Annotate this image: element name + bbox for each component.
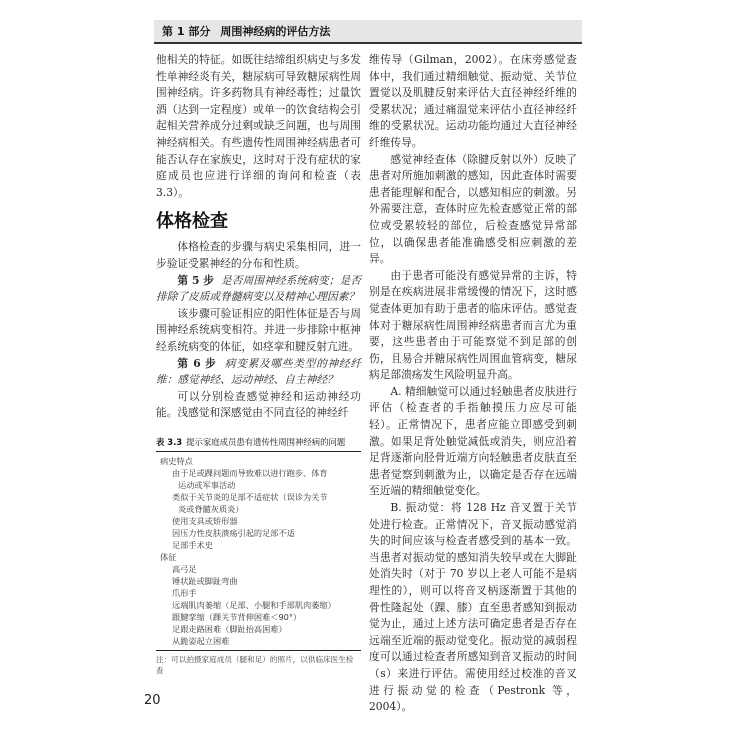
table-note: 注：可以拍摄家庭成员（腿和足）的照片，以供临床医生检查 <box>156 655 354 675</box>
table-row: 足跟走路困难（脚趾抬高困难） <box>172 624 287 634</box>
table-caption: 提示家庭成员患有遗传性周围神经病的问题 <box>186 437 346 447</box>
right-paragraph-4: A. 精细触觉可以通过轻触患者皮肤进行评估（检查者的手指触摸压力应尽可能轻）。正常情况下，患者应能立即感受到刺激。如果足背处触觉减低或消失，则应沿着足背逐渐向胫骨近端方向轻触患者皮肤直至患者觉察到刺激为止，以确定是否存在远端至近端的精细触觉变化。 <box>369 384 577 498</box>
table-row: 锤状趾或脚趾弯曲 <box>172 576 238 586</box>
table-row: 由于足或踝问题而导致难以进行跑步、体育 <box>172 468 328 478</box>
table-label: 表 3.3 <box>156 437 183 447</box>
left-paragraph-2: 体格检查的步骤与病史采集相同，进一步验证受累神经的分布和性质。 <box>156 240 361 270</box>
table-row: 足部手术史 <box>172 540 213 550</box>
right-paragraph-1: 维传导（Gilman，2002）。在床旁感觉查体中，我们通过精细触觉、振动觉、关节位置觉以及肌腱反射来评估大直径神经纤维的受累状况；通过痛温觉来评估小直径神经纤维的受累状况。运动功能均通过大直径神经纤维传导。 <box>369 53 577 149</box>
step-5-number: 第 5 步 <box>177 273 214 287</box>
right-column <box>369 52 577 716</box>
table-row: 炎或脊髓灰质炎） <box>178 504 244 514</box>
table-row: 体征 <box>160 552 177 562</box>
header-title: 周围神经病的评估方法 <box>220 25 331 38</box>
step-6-number: 第 6 步 <box>177 356 217 370</box>
left-paragraph-1: 他相关的特征。如既往结缔组织病史与多发性单神经炎有关，糖尿病可导致糖尿病性周围神经病。许多药物具有神经毒性；过量饮酒（达到一定程度）或单一的饮食结构会引起相关营养成分过剩或缺乏问题，也与周围神经病相关。有些遗传性周围神经病患者可能否认存在家族史，这时对于没有症状的家庭成员也应进行详细的询问和检查（表 3.3）。 <box>156 53 361 199</box>
page-number: 20 <box>144 693 161 708</box>
table-row: 跟腱挛缩（踝关节背伸困难＜90°） <box>172 612 302 622</box>
table-row: 类似于关节炎的足部不适症状（误诊为关节 <box>172 492 328 502</box>
left-paragraph-4: 可以分别检查感觉神经和运动神经功能。浅感觉和深感觉由不同直径的神经纤 <box>156 389 361 420</box>
table-row: 使用支具或矫形器 <box>172 516 238 526</box>
table-row: 远端肌肉萎缩（足部、小腿和手部肌肉萎缩） <box>172 600 336 610</box>
table-3-3 <box>156 436 361 676</box>
right-paragraph-5: B. 振动觉：将 128 Hz 音叉置于关节处进行检查。正常情况下，音叉振动感觉消失的时间应该与检查者感受到的基本一致。当患者对振动觉的感知消失较早或在大脚趾处消失时（对于 70 岁以上老人可能不是病理性的），则可以将音叉柄逐渐置于其他的骨性隆起处（踝、膝）直至患者感知到振动觉为止，通过上述方法可确定患者是否存在远端至近端的振动觉变化。振动觉的减弱程度可以通过检查者所感知到音叉振动的时间（s）来进行评估。需使用经过校准的音叉进行振动觉的检查（Pestronk 等，2004）。 <box>369 501 577 714</box>
section-heading: 体格检查 <box>156 211 228 233</box>
right-paragraph-2: 感觉神经查体（除腱反射以外）反映了患者对所施加刺激的感知，因此查体时需要患者能理解和配合，以感知相应的刺激。另外需要注意，查体时应先检查感觉正常的部位或受累较轻的部位，后检查感觉异常部位，以确保患者能准确感受相应刺激的差异。 <box>369 152 577 266</box>
table-row: 因压力性皮肤溃疡引起的足部不适 <box>172 528 295 538</box>
table-body <box>156 452 361 651</box>
step-6-text: 病变累及哪些类型的神经纤维：感觉神经、运动神经、自主神经？ <box>156 356 361 387</box>
step-5-question <box>156 273 361 306</box>
table-row: 爪形手 <box>172 588 197 598</box>
running-header <box>154 20 582 44</box>
table-title <box>156 436 361 452</box>
table-row: 从跪姿起立困难 <box>172 636 230 646</box>
left-column <box>156 52 361 422</box>
left-paragraph-3: 该步骤可验证相应的阳性体征是否与周围神经系统病变相符。并进一步排除中枢神经系统病变的体征，如痉挛和腱反射亢进。 <box>156 306 361 353</box>
step-5-text: 是否周围神经系统病变；是否排除了皮质或脊髓病变以及精神心理因素？ <box>156 273 361 304</box>
table-row: 病史特点 <box>160 456 193 466</box>
step-6-question <box>156 356 361 389</box>
table-row: 高弓足 <box>172 564 197 574</box>
table-row: 运动或军事活动 <box>178 480 236 490</box>
header-part: 第 1 部分 <box>162 25 211 38</box>
right-paragraph-3: 由于患者可能没有感觉异常的主诉，特别是在疾病进展非常缓慢的情况下，这时感觉查体更加有助于患者的临床评估。感觉查体对于糖尿病性周围神经病患者而言尤为重要，这些患者由于可能察觉不到足部的创伤，且易合并糖尿病性周围血管病变，糖尿病足部溃疡发生风险明显升高。 <box>369 268 577 382</box>
